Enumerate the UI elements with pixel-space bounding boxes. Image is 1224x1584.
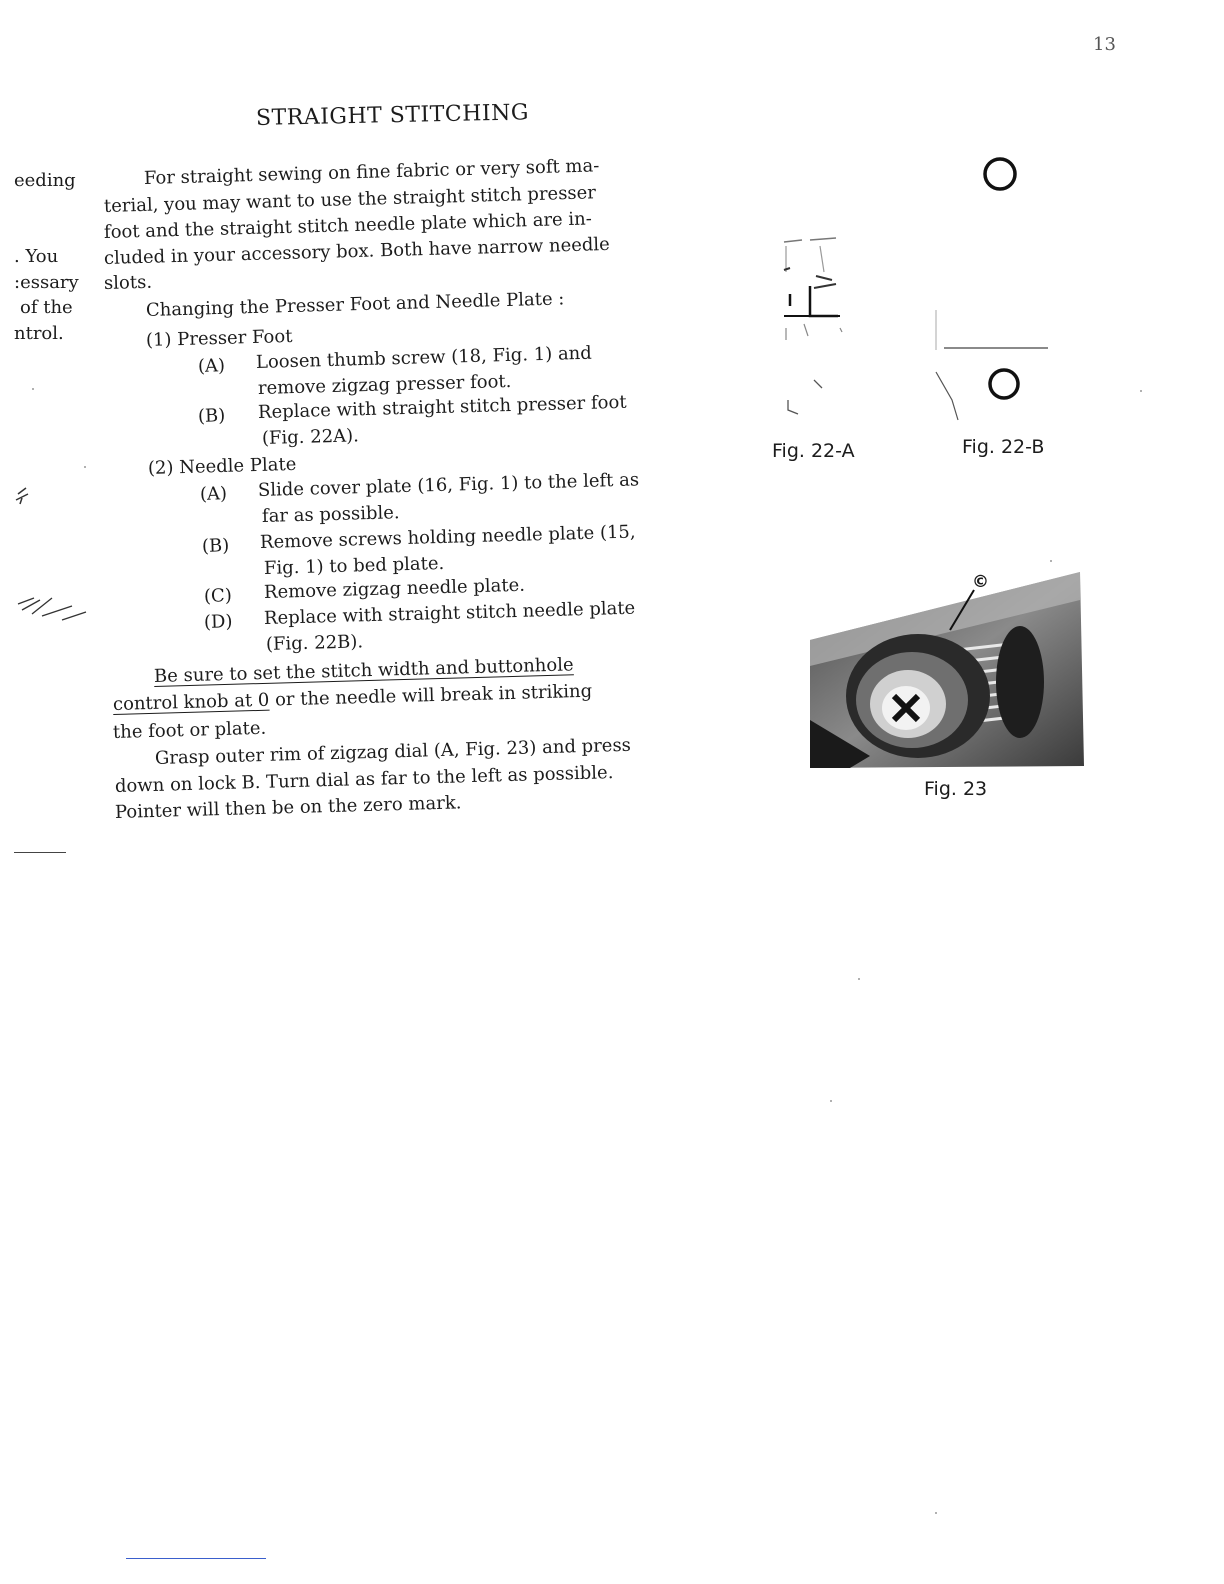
scan-speck — [858, 978, 860, 980]
changing-heading: Changing the Presser Foot and Needle Plate : — [145, 288, 565, 321]
warning-line: Be sure to set the stitch width and buttonhole — [153, 654, 574, 687]
grasp-line: Pointer will then be on the zero mark. — [114, 792, 462, 823]
scan-speck — [84, 466, 86, 468]
grasp-line: down on lock B. Turn dial as far to the left as possible. — [114, 762, 614, 797]
scan-speck — [830, 1100, 832, 1102]
step-text: Loosen thumb screw (18, Fig. 1) and — [255, 342, 593, 373]
intro-line: For straight sewing on fine fabric or very soft ma- — [143, 155, 600, 189]
intro-line: foot and the straight stitch needle plate which are in- — [103, 208, 593, 243]
warning-underlined: control knob at 0 — [112, 689, 270, 715]
step-text: (Fig. 22A). — [261, 425, 360, 449]
scan-speck — [32, 388, 34, 390]
margin-fragment: ntrol. — [14, 323, 64, 344]
warning-rest: or the needle will break in striking — [269, 680, 593, 711]
scan-marks — [12, 486, 102, 636]
step-text: far as possible. — [261, 502, 400, 527]
margin-fragment: of the — [20, 297, 73, 318]
intro-line: terial, you may want to use the straight stitch presser — [103, 182, 597, 217]
intro-line: cluded in your accessory box. Both have narrow needle — [103, 233, 611, 269]
step-text: Remove screws holding needle plate (15, — [259, 521, 636, 553]
step-label: (B) — [197, 405, 226, 427]
warning-line: the foot or plate. — [112, 717, 267, 743]
step-text: Fig. 1) to bed plate. — [263, 552, 445, 579]
fig22a-caption: Fig. 22-A — [772, 440, 855, 462]
step-label: (B) — [201, 535, 230, 557]
scan-speck — [935, 1512, 937, 1514]
step-text: remove zigzag presser foot. — [257, 370, 512, 399]
fig23-marker: © — [972, 572, 989, 592]
step-text: Replace with straight stitch presser foot — [257, 391, 627, 423]
bottom-rule — [126, 1558, 266, 1559]
step-label: (D) — [203, 611, 233, 633]
fig22b-image — [930, 150, 1050, 430]
presser-foot-heading: (1) Presser Foot — [145, 325, 293, 351]
step-text: Replace with straight stitch needle plate — [263, 597, 636, 629]
scan-speck — [1050, 560, 1052, 562]
fig23-image — [810, 570, 1086, 770]
margin-rule — [14, 852, 66, 853]
step-text: (Fig. 22B). — [265, 631, 364, 655]
step-label: (C) — [203, 585, 233, 607]
step-text: Slide cover plate (16, Fig. 1) to the left as — [257, 469, 640, 501]
margin-fragment: :essary — [14, 272, 79, 293]
page-number: 13 — [1093, 34, 1116, 55]
fig22b-caption: Fig. 22-B — [962, 436, 1045, 458]
fig22a-image — [780, 232, 850, 422]
step-label: (A) — [197, 355, 226, 377]
margin-fragment: eeding — [14, 170, 76, 191]
fig23-caption: Fig. 23 — [924, 778, 988, 800]
needle-plate-heading: (2) Needle Plate — [147, 453, 297, 479]
page-title: STRAIGHT STITCHING — [255, 100, 530, 131]
margin-fragment: . You — [14, 246, 59, 267]
step-label: (A) — [199, 483, 228, 505]
step-text: Remove zigzag needle plate. — [263, 574, 526, 603]
grasp-line: Grasp outer rim of zigzag dial (A, Fig. 23) and press — [154, 734, 632, 769]
scan-speck — [1140, 390, 1142, 392]
intro-line: slots. — [103, 271, 153, 294]
